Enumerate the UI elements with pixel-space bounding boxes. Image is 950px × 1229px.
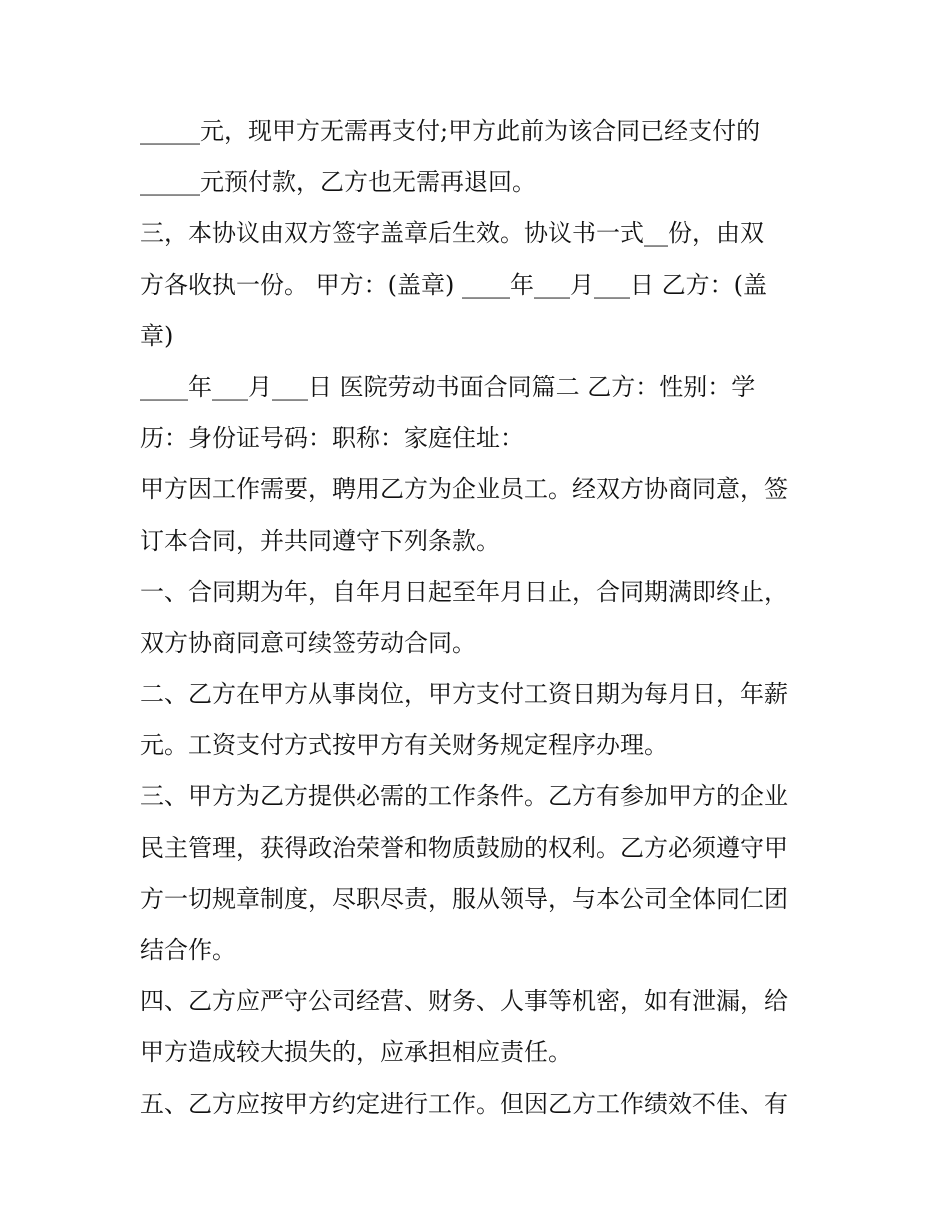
text-line: 方各收执一份。 甲方：(盖章) ____年___月___日 乙方：(盖 bbox=[140, 270, 767, 299]
text-line: 一、合同期为年，自年月日起至年月日止，合同期满即终止， bbox=[140, 577, 788, 606]
text-line: 甲方因工作需要，聘用乙方为企业员工。经双方协商同意，签 bbox=[140, 475, 788, 504]
text-line: 章) bbox=[140, 321, 174, 350]
text-line: 甲方造成较大损失的，应承担相应责任。 bbox=[140, 1038, 572, 1067]
text-line: 五、乙方应按甲方约定进行工作。但因乙方工作绩效不佳、有 bbox=[140, 1089, 788, 1118]
text-line: _____元预付款，乙方也无需再退回。 bbox=[140, 168, 536, 197]
text-line: ____年___月___日 医院劳动书面合同篇二 乙方：性别：学 bbox=[140, 372, 756, 401]
text-line: 二、乙方在甲方从事岗位，甲方支付工资日期为每月日，年薪 bbox=[140, 680, 788, 709]
text-line: 方一切规章制度，尽职尽责，服从领导，与本公司全体同仁团 bbox=[140, 884, 788, 913]
text-line: 三，本协议由双方签字盖章后生效。协议书一式__份，由双 bbox=[140, 219, 764, 248]
text-line: 双方协商同意可续签劳动合同。 bbox=[140, 628, 476, 657]
text-line: 四、乙方应严守公司经营、财务、人事等机密，如有泄漏，给 bbox=[140, 987, 788, 1016]
document-body bbox=[140, 106, 820, 1130]
text-line: 订本合同，并共同遵守下列条款。 bbox=[140, 526, 500, 555]
text-line: 民主管理，获得政治荣誉和物质鼓励的权利。乙方必须遵守甲 bbox=[140, 833, 788, 862]
text-line: _____元，现甲方无需再支付;甲方此前为该合同已经支付的 bbox=[140, 117, 761, 145]
text-line: 元。工资支付方式按甲方有关财务规定程序办理。 bbox=[140, 731, 668, 760]
text-line: 历：身份证号码：职称：家庭住址： bbox=[140, 424, 524, 453]
text-line: 结合作。 bbox=[140, 936, 236, 964]
text-line: 三、甲方为乙方提供必需的工作条件。乙方有参加甲方的企业 bbox=[140, 782, 788, 811]
